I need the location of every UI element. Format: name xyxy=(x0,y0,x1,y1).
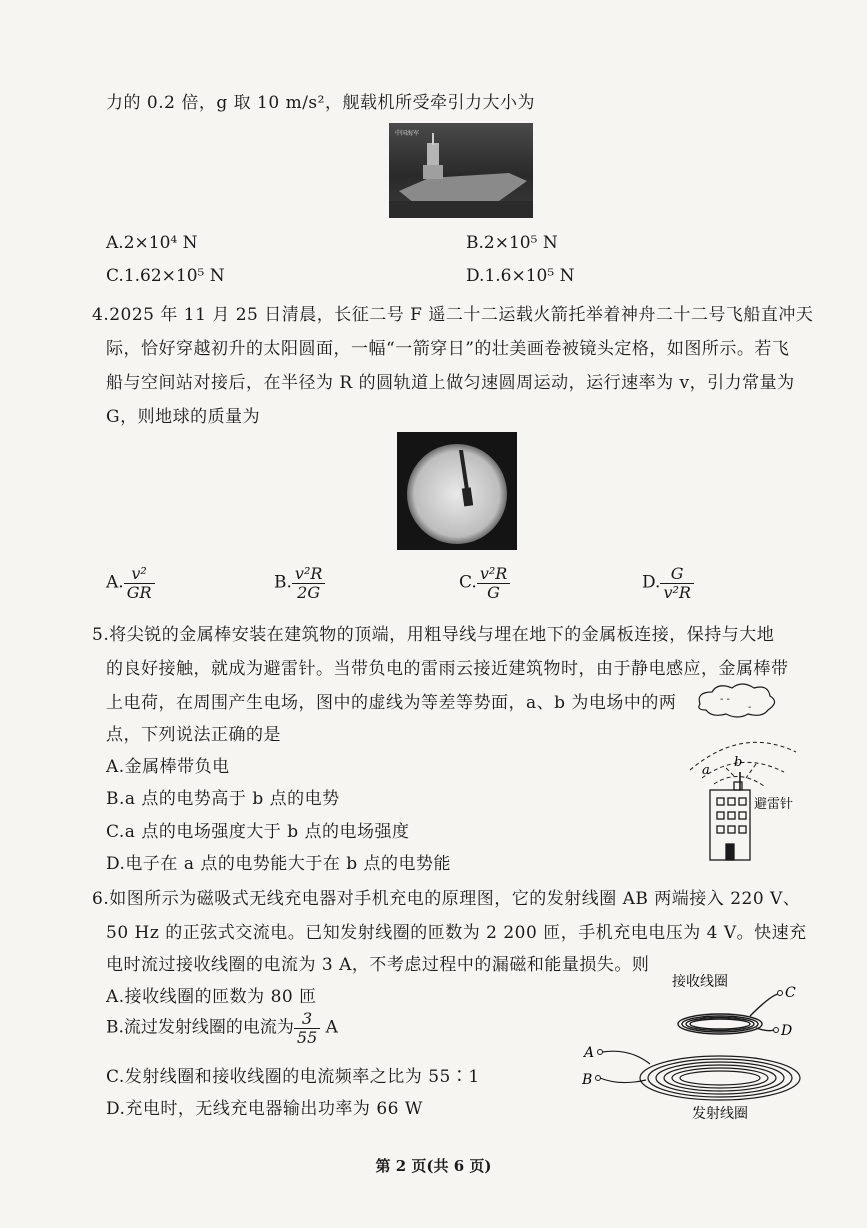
q4-option-a: A. $\frac{\text{v²}}{GR}$ xyxy=(106,565,155,601)
q6-stem-line-2: 50 Hz 的正弦式交流电。已知发射线圈的匝数为 2 200 匝，手机充电电压为 4 V。快速充 xyxy=(106,923,807,943)
q5-option-c: C.a 点的电场强度大于 b 点的电场强度 xyxy=(106,822,410,842)
q6-stem-line-3: 电时流过接收线圈的电流为 3 A，不考虑过程中的漏磁和能量损失。则 xyxy=(106,955,650,975)
q4-stem-line-4: G，则地球的质量为 xyxy=(106,407,261,427)
receive-coil-label: 接收线圈 xyxy=(672,974,728,990)
lightning-rod-diagram xyxy=(690,678,810,868)
carrier-ship xyxy=(389,123,533,218)
q5-option-d: D.电子在 a 点的电势能大于在 b 点的电势能 xyxy=(106,854,452,874)
q6-option-c: C.发射线圈和接收线圈的电流频率之比为 55∶1 xyxy=(106,1067,480,1087)
q6-option-d: D.充电时，无线充电器输出功率为 66 W xyxy=(106,1099,423,1119)
rocket-sun-photo xyxy=(397,432,517,550)
sun-disk-rocket xyxy=(397,432,517,550)
transmit-coil-label: 发射线圈 xyxy=(692,1106,748,1122)
thundercloud-icon xyxy=(699,684,775,717)
q3-option-a: A.2×10⁴ N xyxy=(106,233,198,253)
q6-stem-line-1: 6.如图所示为磁吸式无线充电器对手机充电的原理图，它的发射线圈 AB 两端接入 220 V、 xyxy=(92,889,801,909)
building-icon xyxy=(710,782,750,860)
terminal-a-label: A xyxy=(584,1045,595,1061)
q3-stem-line: 力的 0.2 倍，g 取 10 m/s²，舰载机所受牵引力大小为 xyxy=(106,93,535,113)
q5-option-a: A.金属棒带负电 xyxy=(106,757,230,777)
terminal-d-label: D xyxy=(781,1023,793,1039)
q6-option-a: A.接收线圈的匝数为 80 匝 xyxy=(106,987,317,1007)
q5-stem-line-3: 上电荷，在周围产生电场，图中的虚线为等差等势面，a、b 为电场中的两 xyxy=(106,693,677,713)
rod-label: 避雷针 xyxy=(754,797,794,812)
q4-option-d: D. $\frac{G}{\text{v²R}}$ xyxy=(642,565,694,601)
terminal-b-label: B xyxy=(582,1072,593,1088)
point-b-label: b xyxy=(734,755,743,770)
carrier-photo xyxy=(389,123,533,218)
q3-option-d: D.1.6×10⁵ N xyxy=(466,266,575,286)
q5-option-b: B.a 点的电势高于 b 点的电势 xyxy=(106,789,340,809)
svg-text:- -: - - xyxy=(720,694,730,705)
q3-option-b: B.2×10⁵ N xyxy=(466,233,558,253)
q4-stem-line-2: 际，恰好穿越初升的太阳圆面，一幅“一箭穿日”的壮美画卷被镜头定格，如图所示。若飞 xyxy=(106,339,790,359)
q4-option-c: C. $\frac{\text{v²R}}{G}$ xyxy=(459,565,510,601)
q5-stem-line-4: 点，下列说法正确的是 xyxy=(106,725,281,745)
q4-option-b: B. $\frac{\text{v²R}}{2G}$ xyxy=(274,565,325,601)
q4-stem-line-1: 4.2025 年 11 月 25 日清晨，长征二号 F 遥二十二运载火箭托举着神舟二十二号飞船直冲天 xyxy=(92,305,814,325)
receive-coil xyxy=(678,994,778,1034)
q3-option-c: C.1.62×10⁵ N xyxy=(106,266,225,286)
q5-stem-line-1: 5.将尖锐的金属棒安装在建筑物的顶端，用粗导线与埋在地下的金属板连接，保持与大地 xyxy=(92,625,775,645)
wireless-charger-diagram xyxy=(580,966,820,1126)
photo-watermark: 中国海军 xyxy=(395,130,420,137)
q4-stem-line-3: 船与空间站对接后，在半径为 R 的圆轨道上做匀速圆周运动，运行速率为 v，引力常量为 xyxy=(106,373,795,393)
terminal-c-label: C xyxy=(785,985,796,1001)
page-footer: 第 2 页(共 6 页) xyxy=(375,1157,492,1175)
q5-stem-line-2: 的良好接触，就成为避雷针。当带负电的雷雨云接近建筑物时，由于静电感应，金属棒带 xyxy=(106,659,789,679)
point-a-label: a xyxy=(702,763,710,778)
svg-text:-: - xyxy=(748,702,752,713)
transmit-coil xyxy=(600,1051,800,1100)
q6-option-b: B.流过发射线圈的电流为 $\frac{3}{55}$ A xyxy=(106,1009,338,1047)
